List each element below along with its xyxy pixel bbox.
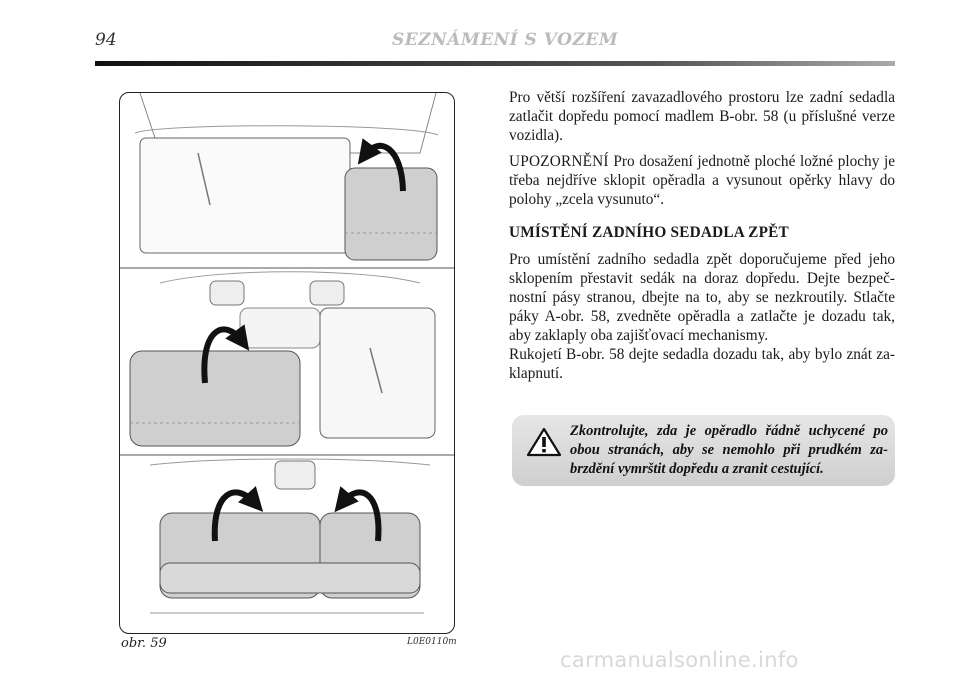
panel-both-backrests [150,459,430,613]
watermark: carmanualsonline.info [560,648,799,672]
page-number: 94 [95,30,117,50]
section-heading: UMÍSTĚNÍ ZADNÍHO SEDADLA ZPĚT [509,224,789,241]
paragraph-1: Pro větší rozšíření zavazadlového prostoru lze zadní sedadla zatlačit dopředu pomocí madlem B-obr. 58 (u příslušné verze vozidla). [509,89,895,144]
panel-folded-backrest [120,93,454,268]
warning-box [512,415,895,486]
panel-raise-backrest [120,272,454,455]
paragraph-3: Pro umístění zadního sedadla zpět doporučujeme před jeho sklopením přestavit sedák na doraz dopředu. Dejte bezpečnostní pásy stranou, dbejte na to, aby se nezkroutily. Stlačte páky A-obr. 58, zvedněte opěradla a zatlačte je dozadu tak, aby zaklaply oba zajišťovací mechanismy. [509,251,895,344]
warning-text: Zkontrolujte, zda je opěradlo řádně uchycené po obou stranách, aby se nemohlo při prudkém zabrzdění vymrštit dopředu a zranit cestující. [570,423,888,477]
warning-triangle-icon [526,427,562,457]
header-rule [95,61,895,66]
figure-illustration [119,92,455,634]
paragraph-2 [509,152,895,209]
notice-label: UPOZORNĚNÍ [509,153,609,170]
figure-code: L0E0110m [407,637,457,647]
paragraph-4: Rukojetí B-obr. 58 dejte sedadla dozadu tak, aby bylo znát zaklapnutí. [509,346,895,382]
figure-caption: obr. 59 [121,636,167,651]
section-title: SEZNÁMENÍ S VOZEM [392,30,619,50]
body-text [509,88,895,390]
notice-text: Pro dosažení jednotně ploché ložné plochy je třeba nejdříve sklopit opěradla a vysunout opěrky hlavy do polohy „zcela vysunuto“. [509,153,895,208]
